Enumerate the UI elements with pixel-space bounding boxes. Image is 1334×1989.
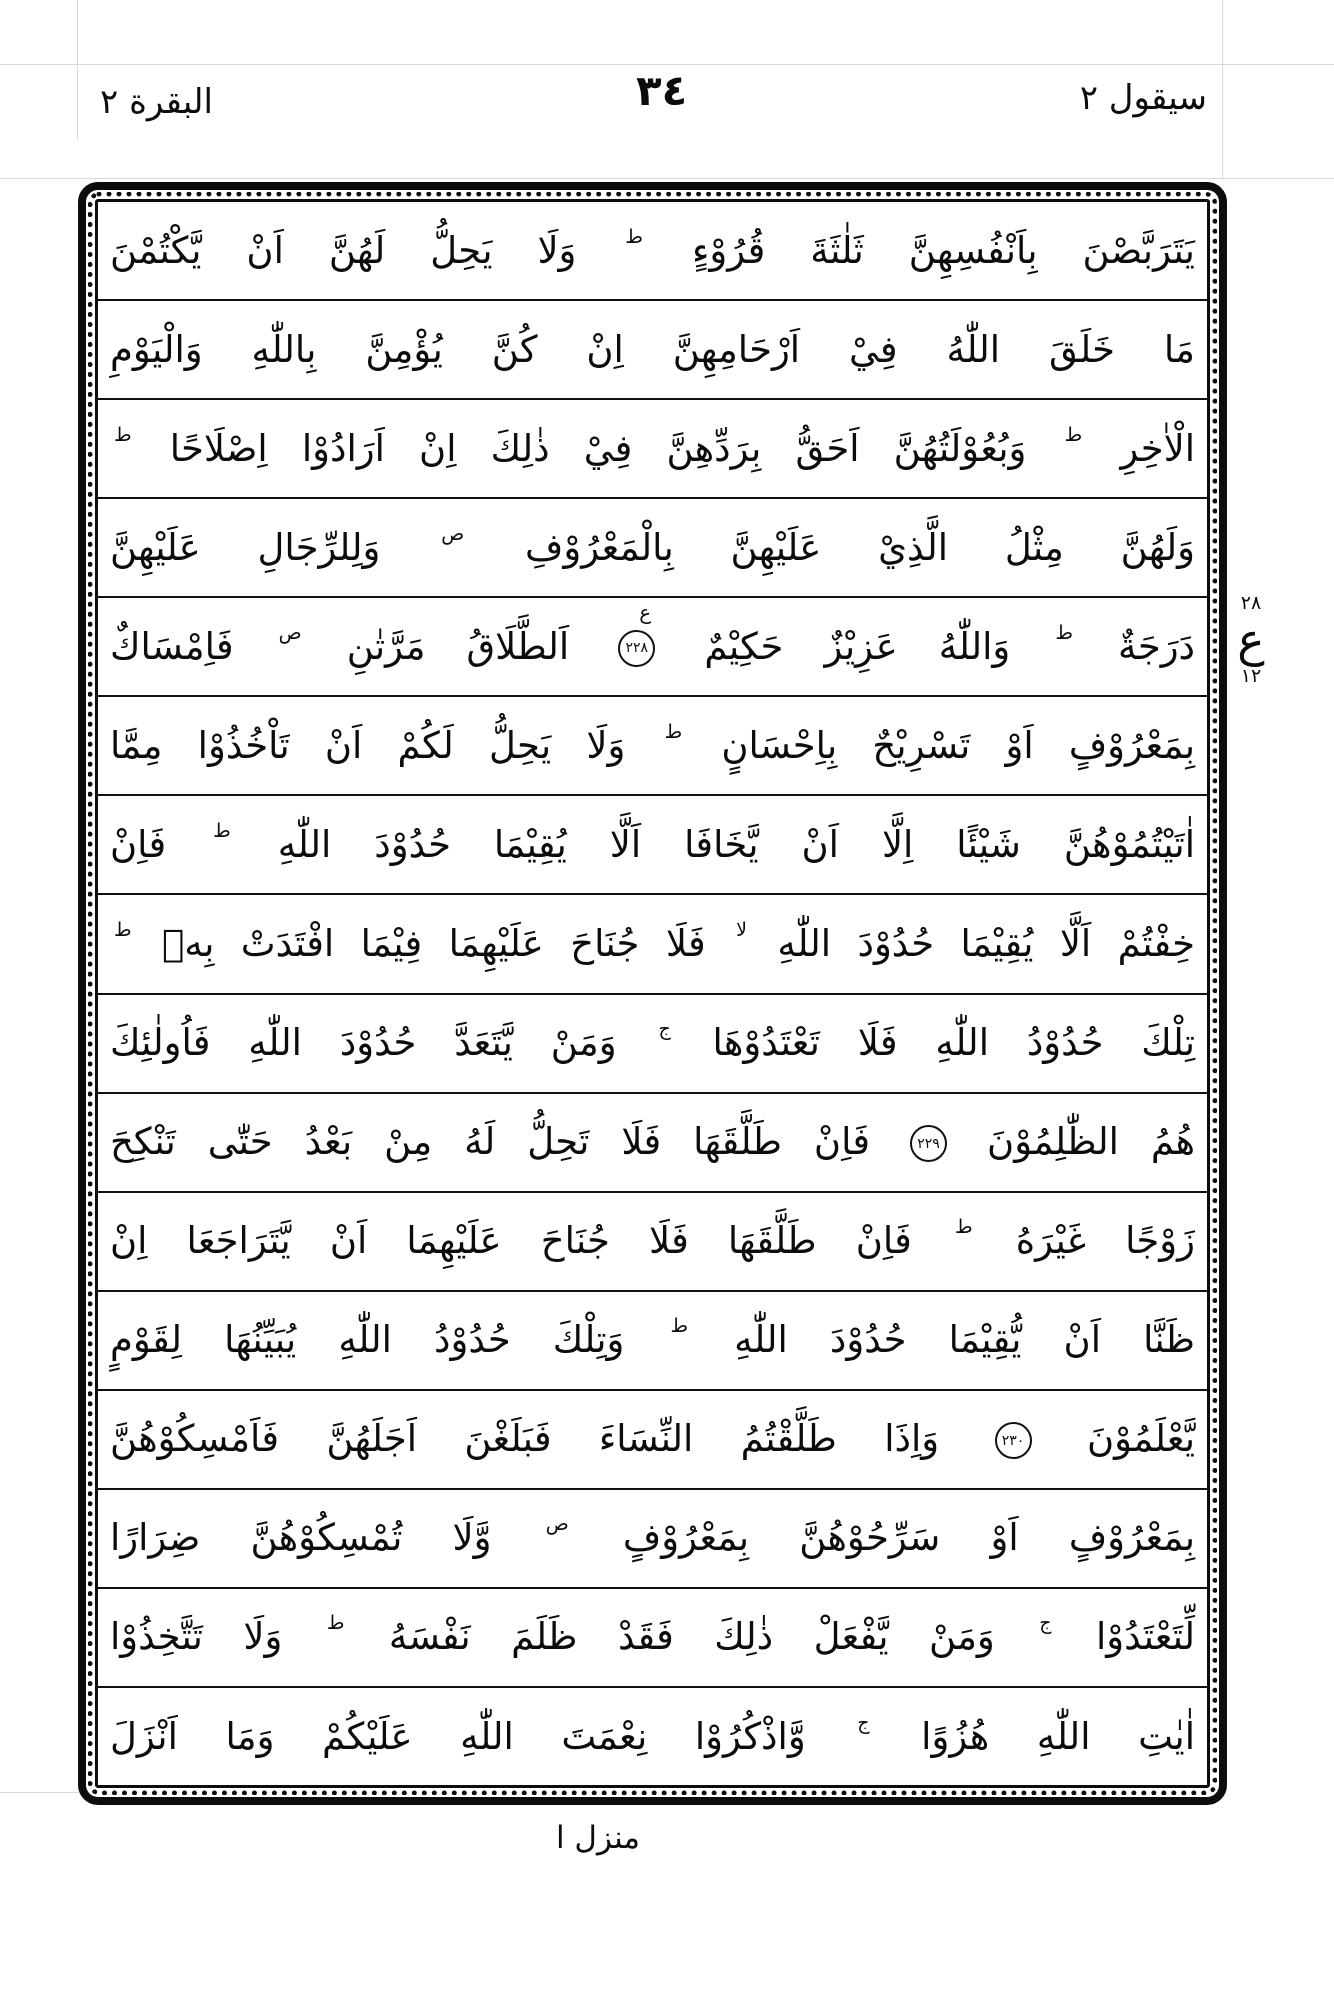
ayah-text: فَاِنْ طَلَّقَهَا فَلَا جُنَاحَ عَلَيْهِمَا اَنْ يَّتَرَاجَعَا اِنْ [110, 1219, 912, 1263]
ayah-text: وَلَا يَحِلُّ لَهُنَّ اَنْ يَّكْتُمْنَ [110, 228, 577, 272]
quran-row [98, 895, 1207, 994]
quran-row [98, 1589, 1207, 1688]
ruku-count-number: ٢٨ [1240, 592, 1262, 614]
ayah-text: وَلَا يَحِلُّ لَكُمْ اَنْ تَاْخُذُوْا مِمَّا [110, 723, 626, 767]
quran-row [98, 1292, 1207, 1391]
ayah-text: تِلْكَ حُدُوْدُ اللّٰهِ فَلَا تَعْتَدُوْهَا [712, 1021, 1196, 1065]
quran-row [98, 202, 1207, 301]
quran-line-text [110, 1612, 1195, 1662]
quran-row [98, 1688, 1207, 1785]
pause-mark: لا [736, 919, 747, 941]
ruku-mark: ع [639, 599, 652, 624]
ayah-text: وَمَنْ يَّتَعَدَّ حُدُوْدَ اللّٰهِ فَاُولٰئِكَ [110, 1021, 617, 1065]
pause-mark: ص [545, 1513, 569, 1536]
page-edge-line [0, 178, 1334, 179]
text-frame-outer-border [78, 182, 1227, 1805]
ruku-lower-number: ١٢ [1240, 664, 1262, 687]
pause-mark: ط [625, 225, 643, 248]
quran-line-text [110, 599, 1196, 672]
pause-mark: ط [1055, 621, 1073, 644]
ayah-text: وَلَهُنَّ مِثْلُ الَّذِيْ عَلَيْهِنَّ بِالْمَعْرُوْفِ [525, 525, 1196, 569]
surah-name-header: البقرة ٢ [100, 82, 213, 122]
pause-mark: ط [670, 1315, 689, 1338]
quran-line-text [110, 919, 1195, 969]
ayah-text: بِمَعْرُوْفٍ اَوْ سَرِّحُوْهُنَّ بِمَعْرُوْفٍ [622, 1516, 1195, 1560]
ayah-end-marker [910, 1125, 947, 1162]
ayah-text: لِّتَعْتَدُوْا [1096, 1615, 1196, 1659]
ayah-text: وَلِلرِّجَالِ عَلَيْهِنَّ [110, 525, 381, 569]
ruku-margin-marks [1228, 592, 1274, 688]
quran-line-text [110, 523, 1195, 573]
quran-row [98, 499, 1207, 598]
quran-lines [95, 199, 1210, 1788]
page-edge-line [1222, 0, 1223, 180]
quran-line-text [110, 1216, 1195, 1266]
ayah-text: دَرَجَةٌ [1117, 624, 1196, 668]
quran-row [98, 1094, 1207, 1193]
quran-line-text [110, 1117, 1195, 1167]
ayah-text: مَا خَلَقَ اللّٰهُ فِيْ اَرْحَامِهِنَّ اِنْ كُنَّ يُؤْمِنَّ بِاللّٰهِ وَالْيَوْمِ [110, 327, 1195, 371]
quran-line-text [110, 1513, 1195, 1563]
ayah-text: وَلَا تَتَّخِذُوْا [110, 1615, 283, 1659]
pause-mark: ج [857, 1711, 870, 1734]
ayah-text: وَّلَا تُمْسِكُوْهُنَّ ضِرَارًا [110, 1516, 492, 1560]
page-edge-line [77, 0, 78, 140]
quran-line-text [110, 820, 1195, 870]
pause-mark: ص [441, 522, 465, 545]
ayah-text: يَتَرَبَّصْنَ بِاَنْفُسِهِنَّ ثَلٰثَةَ قُرُوْءٍ [691, 228, 1195, 272]
quran-line-text [110, 226, 1195, 276]
ayah-text: بِمَعْرُوْفٍ اَوْ تَسْرِيْحٌ بِاِحْسَانٍ [721, 723, 1195, 767]
quran-line-text [110, 325, 1195, 375]
quran-row [98, 400, 1207, 499]
page-number: ٣٤ [636, 66, 688, 115]
pause-mark: ط [213, 819, 231, 842]
page-edge-line [0, 64, 1334, 65]
quran-row [98, 1490, 1207, 1589]
quran-line-text [110, 1712, 1195, 1762]
ayah-text: هُمُ الظّٰلِمُوْنَ [987, 1120, 1195, 1164]
manzil-label: منزل ا [555, 1820, 641, 1856]
ayah-text: فَلَا جُنَاحَ عَلَيْهِمَا فِيْمَا افْتَدَتْ بِهٖ [162, 922, 706, 965]
quran-line-text [110, 1414, 1195, 1464]
ayah-text: زَوْجًا غَيْرَهُ [1015, 1219, 1196, 1263]
quran-row [98, 796, 1207, 895]
ayah-text: اَلطَّلَاقُ مَرَّتٰنِ [346, 624, 570, 668]
quran-row [98, 598, 1207, 697]
pause-mark: ص [278, 621, 302, 644]
ruku-ain-mark: ع [1237, 612, 1265, 667]
quran-row [98, 995, 1207, 1094]
juz-name-header: سيقول ٢ [1079, 78, 1207, 118]
ayah-end-marker [618, 599, 655, 667]
ayah-text: وَبُعُوْلَتُهُنَّ اَحَقُّ بِرَدِّهِنَّ فِيْ ذٰلِكَ اِنْ اَرَادُوْا اِصْلَاحًا [169, 426, 1027, 470]
ayah-number: ٢٢٨ [625, 640, 649, 657]
quran-line-text [110, 1315, 1195, 1365]
quran-row [98, 697, 1207, 796]
ayah-text: فَاِنْ طَلَّقَهَا فَلَا تَحِلُّ لَهُ مِنْ بَعْدُ حَتّٰى تَنْكِحَ [110, 1120, 871, 1164]
ayah-text: يَّعْلَمُوْنَ [1086, 1417, 1196, 1461]
pause-mark: ط [955, 1216, 973, 1239]
quran-row [98, 301, 1207, 400]
ayah-text: وَمَنْ يَّفْعَلْ ذٰلِكَ فَقَدْ ظَلَمَ نَفْسَهُ [388, 1615, 995, 1659]
ayah-text: وَاِذَا طَلَّقْتُمُ النِّسَاءَ فَبَلَغْنَ اَجَلَهُنَّ فَاَمْسِكُوْهُنَّ [110, 1417, 940, 1461]
ayah-text: اٰتَيْتُمُوْهُنَّ شَيْئًا اِلَّا اَنْ يَّخَافَا اَلَّا يُقِيْمَا حُدُوْدَ اللّٰهِ [277, 822, 1195, 866]
pause-mark: ط [1064, 423, 1083, 446]
ayah-end-marker [995, 1422, 1032, 1459]
page-edge-line [0, 1792, 78, 1793]
quran-line-text [110, 1018, 1195, 1068]
ayah-number: ٢٣٠ [1001, 1432, 1025, 1449]
ayah-text: وَتِلْكَ حُدُوْدُ اللّٰهِ يُبَيِّنُهَا لِقَوْمٍ [110, 1318, 625, 1362]
ayah-text: الْاٰخِرِ [1120, 426, 1196, 470]
pause-mark: ج [658, 1018, 671, 1041]
quran-row [98, 1391, 1207, 1490]
pause-mark: ط [326, 1612, 345, 1635]
ayah-text: فَاِمْسَاكٌ [110, 624, 234, 668]
ayah-text: خِفْتُمْ اَلَّا يُقِيْمَا حُدُوْدَ اللّٰهِ [777, 922, 1196, 965]
ayah-number: ٢٢٩ [917, 1135, 940, 1152]
pause-mark: ج [1039, 1612, 1052, 1635]
ayah-text: وَاللّٰهُ عَزِيْزٌ حَكِيْمٌ [704, 624, 1011, 668]
ayah-text: ظَنَّا اَنْ يُّقِيْمَا حُدُوْدَ اللّٰهِ [734, 1318, 1195, 1362]
pause-mark: ط [114, 919, 132, 941]
pause-mark: ط [114, 423, 132, 446]
ayah-text: اٰيٰتِ اللّٰهِ هُزُوًا [921, 1714, 1195, 1758]
pause-mark: ط [664, 720, 683, 743]
quran-line-text [110, 721, 1195, 771]
quran-row [98, 1193, 1207, 1292]
quran-line-text [110, 424, 1195, 474]
text-frame-bead-border [88, 192, 1217, 1795]
ayah-text: وَّاذْكُرُوْا نِعْمَتَ اللّٰهِ عَلَيْكُمْ وَمَا اَنْزَلَ [110, 1714, 806, 1758]
ayah-text: فَاِنْ [110, 822, 167, 866]
